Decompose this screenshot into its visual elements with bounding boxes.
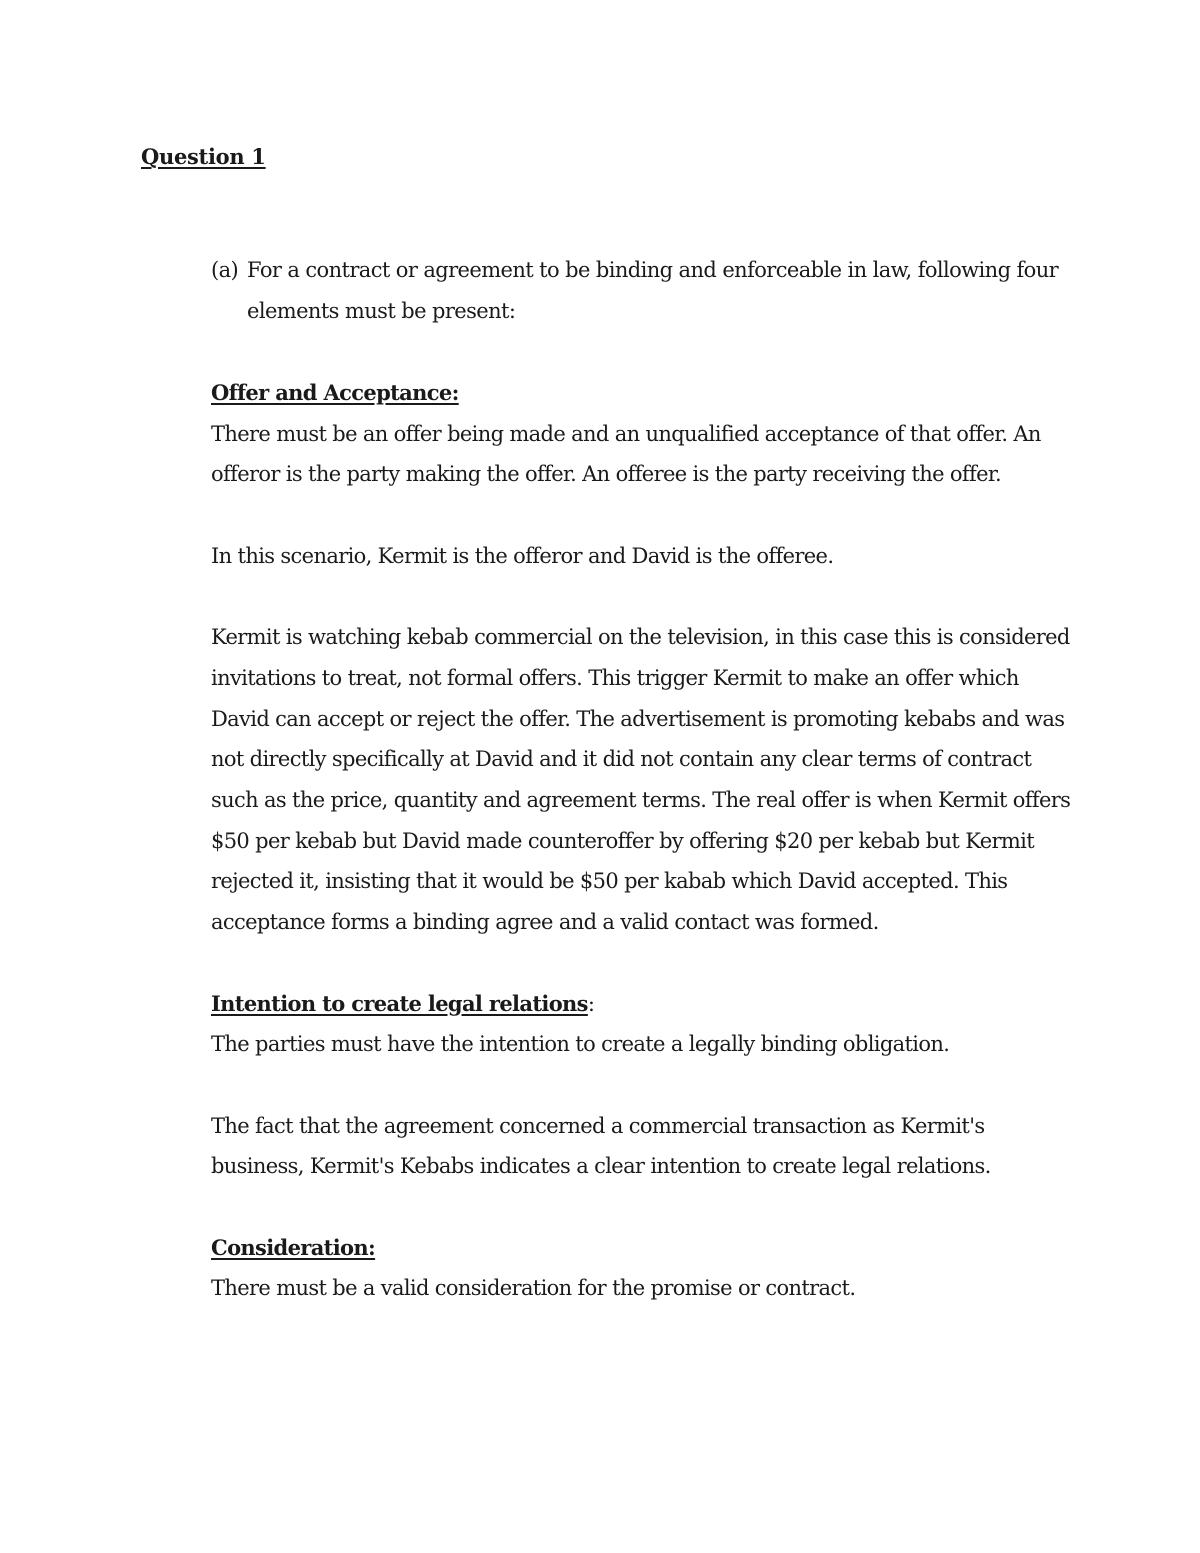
intention-analysis: The fact that the agreement concerned a commercial transaction as Kermit's business, Kermit's Kebabs indicates a clear intention to create legal relations. <box>211 1113 991 1179</box>
list-marker: (a) <box>211 258 239 282</box>
intention-title: Intention to create legal relations: <box>211 990 595 1016</box>
intention-definition: The parties must have the intention to create a legally binding obligation. <box>211 1032 950 1057</box>
document-body <box>211 373 1081 1350</box>
offer-acceptance-scenario: In this scenario, Kermit is the offeror and David is the offeree. <box>211 543 834 568</box>
offer-acceptance-analysis: Kermit is watching kebab commercial on the television, in this case this is considered invitations to treat, not formal offers. This trigger Kermit to make an offer which David can accept or reject the offer. The advertisement is promoting kebabs and was not directly specifically at David and it did not contain any clear terms of contract such as the price, quantity and agreement terms. The real offer is when Kermit offers $50 per kebab but David made counteroffer by offering $20 per kebab but Kermit rejected it, insisting that it would be $50 per kabab which David accepted. This acceptance forms a binding agree and a valid contact was formed. <box>211 625 1071 935</box>
question-heading: Question 1 <box>141 144 266 169</box>
consideration-definition: There must be a valid consideration for the promise or contract. <box>211 1276 856 1301</box>
intro-text: For a contract or agreement to be binding and enforceable in law, following four elements must be present: <box>247 258 1059 323</box>
consideration-title: Consideration: <box>211 1234 376 1260</box>
offer-acceptance-definition: There must be an offer being made and an unqualified acceptance of that offer. An offeror is the party making the offer. An offeree is the party receiving the offer. <box>211 421 1041 487</box>
intro-item <box>211 250 1071 332</box>
offer-acceptance-title: Offer and Acceptance: <box>211 380 459 405</box>
